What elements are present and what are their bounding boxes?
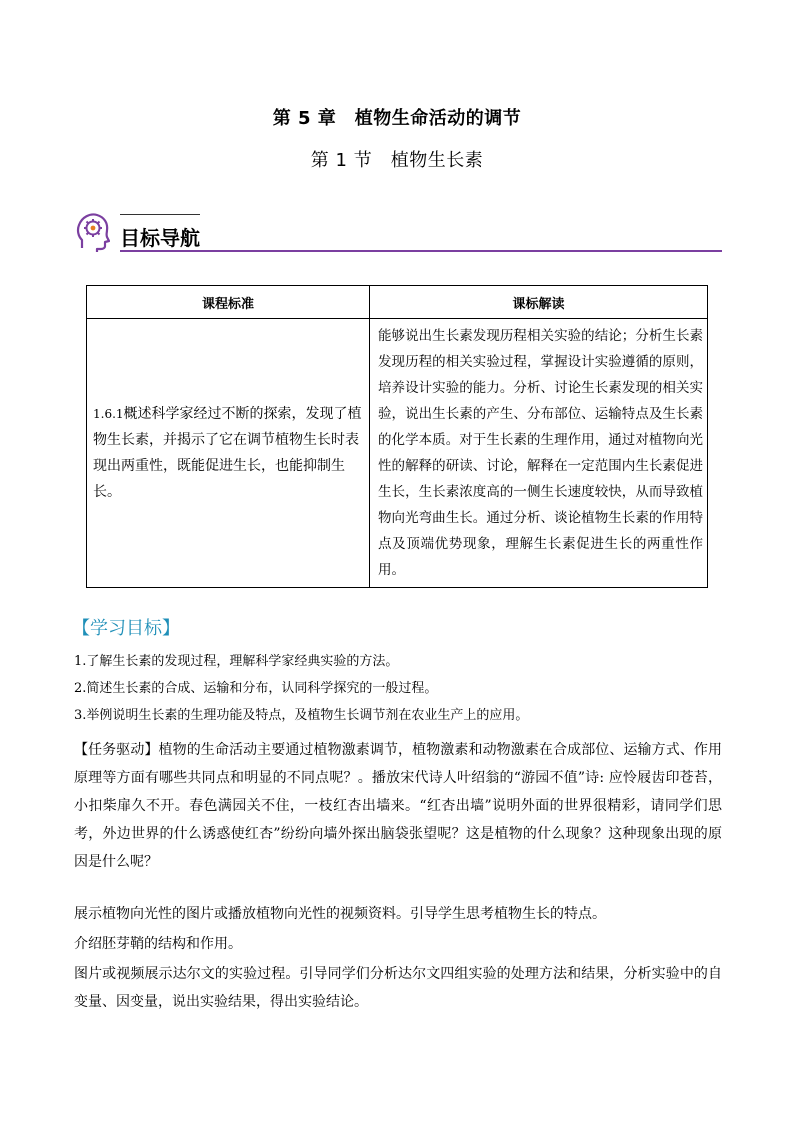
goal-item-1: 1.了解生长素的发现过程，理解科学家经典实验的方法。 bbox=[74, 654, 399, 669]
standard-cell bbox=[87, 319, 370, 588]
standard-text: 概述科学家经过不断的探索，发现了植物生长素，并揭示了它在调节植物生长时表现出两重性，既能促进生长，也能抑制生长。 bbox=[93, 406, 362, 500]
body-paragraph-3: 图片或视频展示达尔文的实验过程。引导同学们分析达尔文四组实验的处理方法和结果，分析实验中的自变量、因变量，说出实验结果，得出实验结论。 bbox=[74, 966, 722, 1010]
chapter-title: 第 5 章 植物生命活动的调节 bbox=[272, 108, 522, 129]
table-header-standard: 课程标准 bbox=[87, 286, 370, 319]
table-header-row bbox=[87, 286, 708, 319]
learning-goals-title: 【学习目标】 bbox=[72, 618, 180, 639]
standard-code: 1.6.1 bbox=[93, 407, 124, 421]
body-paragraph-1: 展示植物向光性的图片或播放植物向光性的视频资料。引导学生思考植物生长的特点。 bbox=[74, 906, 606, 922]
table-header-interpretation: 课标解读 bbox=[370, 286, 708, 319]
goal-item-2: 2.简述生长素的合成、运输和分布，认同科学探究的一般过程。 bbox=[74, 681, 438, 696]
interpretation-cell: 能够说出生长素发现历程相关实验的结论；分析生长素发现历程的相关实验过程，掌握设计实验遵循的原则，培养设计实验的能力。分析、讨论生长素发现的相关实验，说出生长素的产生、分布部位、运输特点及生长素的化学本质。对于生长素的生理作用，通过对植物向光性的解释的研读、讨论，解释在一定范围内生长素促进生长，生长素浓度高的一侧生长速度较快，从而导致植物向光弯曲生长。通过分析、谈论植物生长素的作用特点及顶端优势现象，理解生长素促进生长的两重性作用。 bbox=[370, 319, 708, 588]
banner-title: 目标导航 bbox=[120, 226, 200, 250]
brain-gear-icon bbox=[76, 212, 110, 252]
goal-item-3: 3.举例说明生长素的生理功能及特点，及植物生长调节剂在农业生产上的应用。 bbox=[74, 708, 529, 723]
task-drive-paragraph: 【任务驱动】植物的生命活动主要通过植物激素调节，植物激素和动物激素在合成部位、运输方式、作用原理等方面有哪些共同点和明显的不同点呢？。播放宋代诗人叶绍翁的“游园不值”诗: 应怜屐齿印苍苔，小扣柴扉久不开。春色满园关不住，一枝红杏出墙来。“红杏出墙”说明外面的世界很精彩，请同学们思考，外边世界的什么诱惑使红杏”纷纷向墙外探出脑袋张望呢？这是植物的什么现象？这种现象出现的原因是什么呢？ bbox=[74, 742, 722, 870]
curriculum-table bbox=[86, 285, 708, 588]
goal-navigation-banner bbox=[76, 208, 722, 254]
table-row bbox=[87, 319, 708, 588]
banner-top-rule bbox=[120, 214, 200, 215]
section-title: 第 1 节 植物生长素 bbox=[310, 150, 484, 171]
banner-underline bbox=[120, 250, 722, 252]
body-paragraph-2: 介绍胚芽鞘的结构和作用。 bbox=[74, 936, 242, 952]
